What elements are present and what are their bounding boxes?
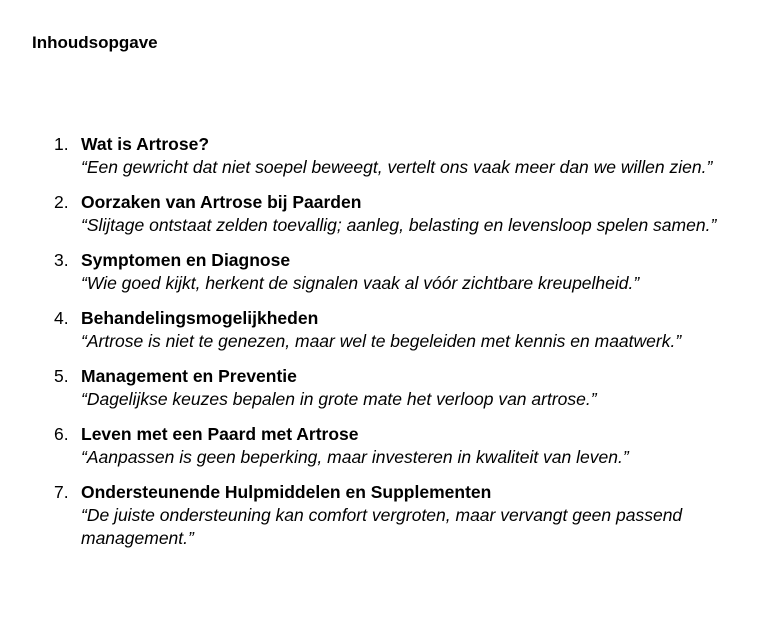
toc-entry-5 <box>0 365 759 411</box>
toc-entry-number: 4. <box>54 308 69 328</box>
toc-entry-number: 5. <box>54 366 69 386</box>
toc-entry-heading: Ondersteunende Hulpmiddelen en Supplementen <box>81 482 492 502</box>
toc-entry-heading: Oorzaken van Artrose bij Paarden <box>81 192 362 212</box>
toc-entry-number: 3. <box>54 250 69 270</box>
toc-entry-4 <box>0 307 759 353</box>
toc-entry-heading: Wat is Artrose? <box>81 134 210 154</box>
toc-entry-3 <box>0 249 759 295</box>
page-title: Inhoudsopgave <box>32 33 158 52</box>
toc-entry-1 <box>0 133 759 179</box>
toc-entry-heading: Leven met een Paard met Artrose <box>81 424 359 444</box>
toc-entry-heading: Behandelingsmogelijkheden <box>81 308 319 328</box>
toc-entry-number: 1. <box>54 134 69 154</box>
toc-entry-7 <box>0 481 759 550</box>
toc-entry-6 <box>0 423 759 469</box>
toc-entry-heading: Symptomen en Diagnose <box>81 250 291 270</box>
toc-entry-quote: “Een gewricht dat niet soepel beweegt, vertelt ons vaak meer dan we willen zien.” <box>81 157 713 177</box>
toc-entry-quote: “De juiste ondersteuning kan comfort vergroten, maar vervangt geen passend management.” <box>81 505 683 548</box>
toc-entry-number: 6. <box>54 424 69 444</box>
toc-entry-number: 7. <box>54 482 69 502</box>
toc-entry-number: 2. <box>54 192 69 212</box>
toc-entry-quote: “Slijtage ontstaat zelden toevallig; aanleg, belasting en levensloop spelen samen.” <box>81 215 717 235</box>
toc-entry-heading: Management en Preventie <box>81 366 297 386</box>
table-of-contents <box>0 133 759 562</box>
toc-entry-quote: “Dagelijkse keuzes bepalen in grote mate het verloop van artrose.” <box>81 389 597 409</box>
toc-entry-quote: “Aanpassen is geen beperking, maar investeren in kwaliteit van leven.” <box>81 447 629 467</box>
toc-entry-quote: “Artrose is niet te genezen, maar wel te begeleiden met kennis en maatwerk.” <box>81 331 682 351</box>
toc-entry-quote: “Wie goed kijkt, herkent de signalen vaak al vóór zichtbare kreupelheid.” <box>81 273 640 293</box>
toc-entry-2 <box>0 191 759 237</box>
